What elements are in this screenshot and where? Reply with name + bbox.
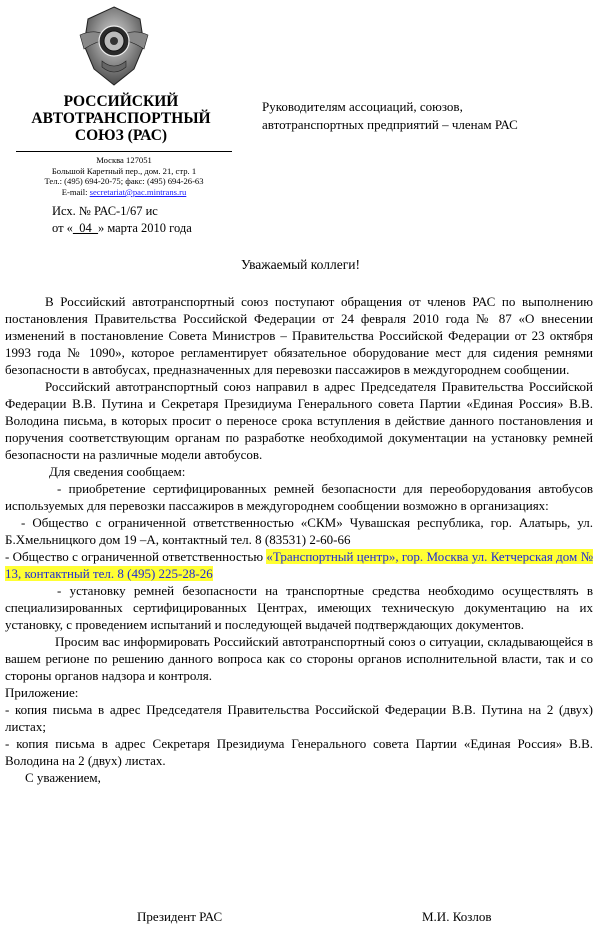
paragraph-request: Просим вас информировать Российский автотранспортный союз о ситуации, складывающейся в вашем регионе по решению данного вопроса как со стороны органов исполнительной власти, так и со стороны органов надзора и контроля. [5,634,593,683]
paragraph-supplier-transport-center [5,548,593,582]
address-line: Тел.: (495) 694-20-75; факс: (495) 694-26-63 [44,176,204,187]
paragraph-intro: В Российский автотранспортный союз поступают обращения от членов РАС по выполнению постановления Правительства Российской Федерации от 24 февраля 2010 года № 87 «О внесении изменений в постановление Совета Министров – Правительства Российской Федерации от 23 октября 1993 года № 1090», которое регламентирует обязательное оборудование мест для сидения ремнями безопасности в автобусах, предназначенных для перевозки пассажиров в междугороднем сообщении. [5,294,593,377]
email-link[interactable]: secretariat@pac.mintrans.ru [89,186,187,197]
attachment-item: - копия письма в адрес Председателя Правительства Российской Федерации В.В. Путина на 2 (двух) листах; [5,702,593,734]
signature-name: М.И. Козлов [422,909,492,924]
supplier-prefix: - Общество с ограниченной ответственностью [5,549,267,564]
date-day: _04_ [72,221,98,235]
recipient-block [262,98,518,134]
address-line: Москва 127051 [96,155,152,165]
organization-name [16,93,226,144]
email-line [16,187,232,198]
greeting: Уважаемый коллеги! [241,257,360,272]
org-name-line: РОССИЙСКИЙ [63,93,179,110]
attachment-item: - копия письма в адрес Секретаря Президиума Генерального совета Партии «Единая Россия» В.В. Володина на 2 (двух) листах. [5,736,593,768]
letter-date [52,220,192,237]
header-divider [16,151,232,152]
paragraph-appeal: Российский автотранспортный союз направил в адрес Председателя Правительства Российской Федерации В.В. Путина и Секретаря Президиума Генерального совета Партии «Единая Россия» В.В. Володина письма, в которых просит о переносе срока вступления в действие данного постановления и поручения соответствующим органам по разработке необходимой документации на установку ремней безопасности на различные модели автобусов. [5,379,593,462]
email-label: E-mail: [61,186,90,197]
recipient-line: Руководителям ассоциаций, союзов, [262,99,463,114]
letter-body [5,293,593,786]
attachments-heading: Приложение: [5,685,79,700]
date-prefix: от « [52,221,73,235]
address-line: Большой Каретный пер., дом. 21, стр. 1 [51,165,197,176]
paragraph-installation: - установку ремней безопасности на транспортные средства необходимо осуществлять в специализированных сертифицированных Центрах, имеющих техническую документацию на их установку, с проведением испытаний и последующей выдачей подтверждающих документов. [5,583,593,632]
paragraph-certified-belts: - приобретение сертифицированных ремней безопасности для переоборудования автобусов используемых для перевозки пассажиров в междугороднем сообщении возможно в организациях: [5,481,593,513]
signature-position: Президент РАС [137,909,223,924]
recipient-line: автотранспортных предприятий – членам РАС [262,117,518,132]
paragraph-supplier-skm: - Общество с ограниченной ответственностью «СКМ» Чувашская республика, гор. Алатырь, ул. Б.Хмельницкого дом 19 –А, контактный тел. 8 (83531) 2-60-66 [5,515,593,547]
ras-emblem-logo [78,5,150,87]
closing-phrase: С уважением, [25,770,101,785]
outgoing-number: Исх. № РАС-1/67 ис [52,204,158,218]
paragraph-info-heading: Для сведения сообщаем: [49,464,186,479]
outgoing-reference [52,203,192,237]
highlighted-supplier-contact: «Транспортный центр», гор. Москва ул. Кетчерская дом № 13, контактный тел. 8 (495) 225-28-26 [5,549,593,581]
org-name-line: СОЮЗ (РАС) [74,127,168,144]
org-name-line: АВТОТРАНСПОРТНЫЙ [31,110,211,127]
date-suffix: » марта 2010 года [97,221,192,235]
organization-address [16,155,232,197]
